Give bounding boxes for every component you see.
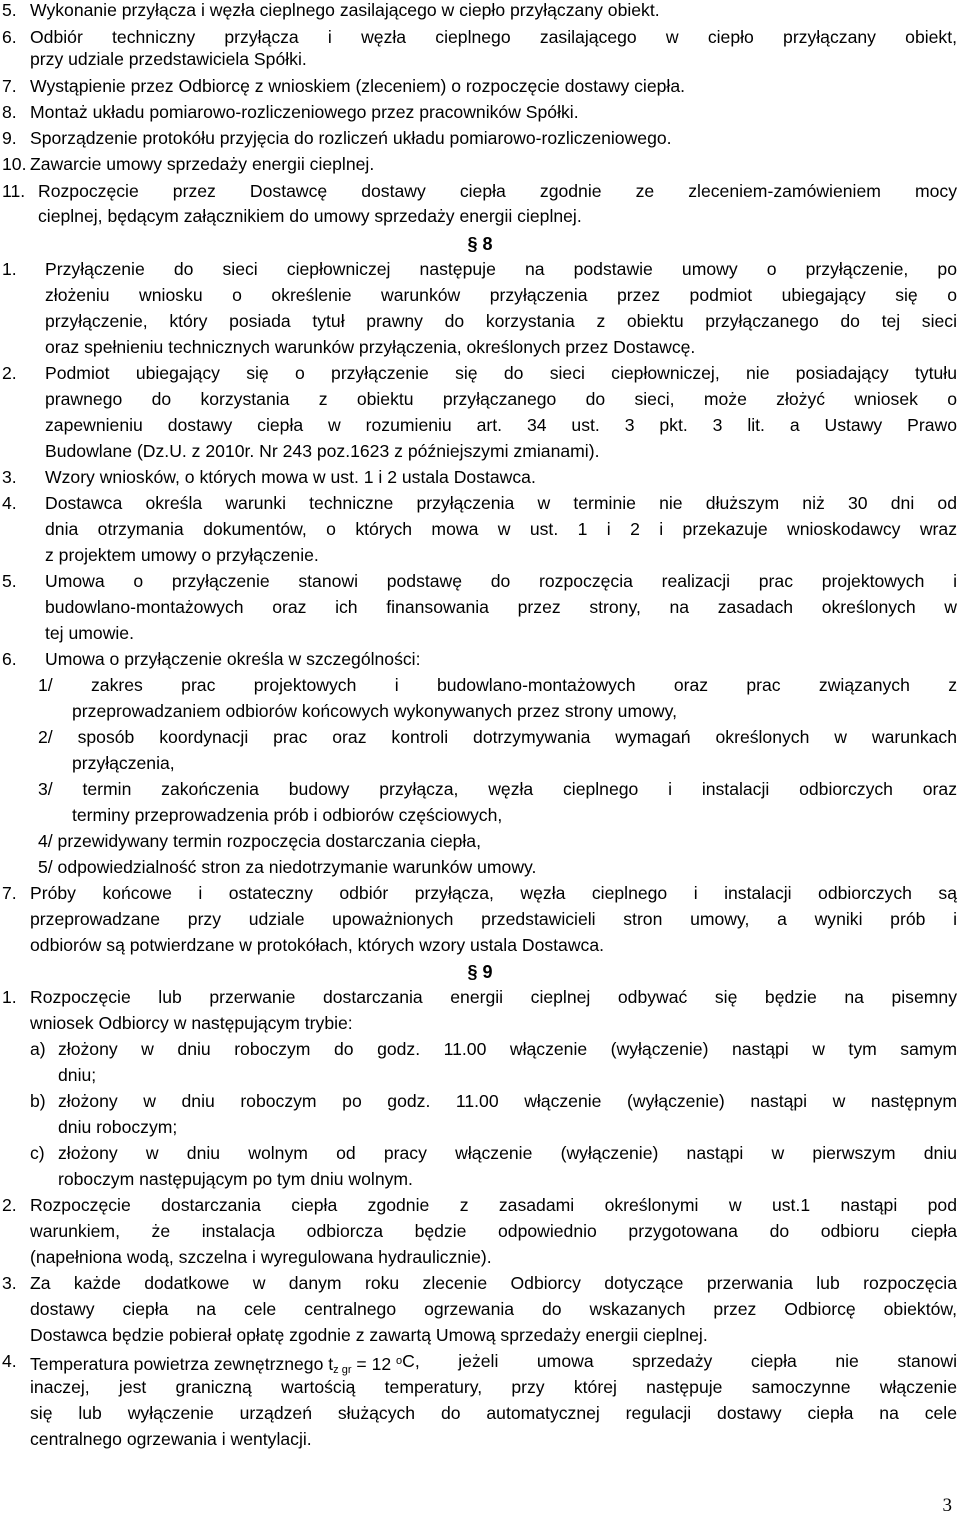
top-item-11-line-1: Rozpoczęcie przez Dostawcę dostawy ciepła zgodnie ze zleceniem-zamówieniem mocy — [38, 181, 957, 201]
top-item-9-num: 9. — [2, 128, 17, 148]
s8-item-1-line-2: złożeniu wniosku o określenie warunków przyłączenia przez podmiot ubiegający się o — [45, 285, 957, 305]
s9-letter-c-line-2: roboczym następującym po tym dniu wolnym. — [58, 1169, 413, 1189]
top-item-10-line-1: Zawarcie umowy sprzedaży energii cieplnej. — [30, 154, 375, 174]
top-item-11-line-2: cieplnej, będącym załącznikiem do umowy sprzedaży energii cieplnej. — [38, 206, 582, 226]
s8-item-5-line-1: Umowa o przyłączenie stanowi podstawę do rozpoczęcia realizacji prac projektowych i — [45, 571, 957, 591]
s9-letter-a-line-1: złożony w dniu roboczym do godz. 11.00 włączenie (wyłączenie) nastąpi w tym samym — [58, 1039, 957, 1059]
s9-item-4-line-1 — [30, 1351, 957, 1380]
s8-item-1-line-1: Przyłączenie do sieci ciepłowniczej następuje na podstawie umowy o przyłączenie, po — [45, 259, 957, 279]
s9-item-2-line-2: warunkiem, że instalacja odbiorcza będzie odpowiednio przygotowana do odbioru ciepła — [30, 1221, 957, 1241]
s8-item-6-num: 6. — [2, 649, 17, 669]
s8-item-2-num: 2. — [2, 363, 17, 383]
section-8-heading: § 8 — [467, 234, 493, 254]
top-item-7-num: 7. — [2, 76, 17, 96]
top-item-8-line-1: Montaż układu pomiarowo-rozliczeniowego przez pracowników Spółki. — [30, 102, 579, 122]
top-item-11-num: 11. — [2, 181, 26, 201]
top-item-5-num: 5. — [2, 0, 17, 20]
s8-item-2-line-2: prawnego do korzystania z obiektu przyłączanego do sieci, może złożyć wniosek o — [45, 389, 957, 409]
top-item-6-num: 6. — [2, 27, 17, 47]
temperature-text: Temperatura powietrza zewnętrznego t — [30, 1354, 334, 1374]
s8-item-7-num: 7. — [2, 883, 17, 903]
s9-item-3-line-1: Za każde dodatkowe w danym roku zlecenie Odbiorcy dotyczące przerwania lub rozpoczęcia — [30, 1273, 957, 1293]
s9-item-2-line-3: (napełniona wodą, szczelna i wyregulowana hydraulicznie). — [30, 1247, 492, 1267]
page-number: 3 — [942, 1495, 952, 1516]
s8-item-5-num: 5. — [2, 571, 17, 591]
s8-item-5-line-3: tej umowie. — [45, 623, 134, 643]
s8-item-4-num: 4. — [2, 493, 17, 513]
s9-item-4-line-4: centralnego ogrzewania i wentylacji. — [30, 1429, 312, 1449]
s8-item-3-num: 3. — [2, 467, 17, 487]
s9-letter-c-num: c) — [30, 1143, 45, 1163]
s9-item-1-line-1: Rozpoczęcie lub przerwanie dostarczania energii cieplnej odbywać się będzie na pisemny — [30, 987, 957, 1007]
s8-sub-1-line-1: 1/ zakres prac projektowych i budowlano-montażowych oraz prac związanych z — [38, 675, 957, 695]
s8-item-3-line-1: Wzory wniosków, o których mowa w ust. 1 i 2 ustala Dostawca. — [45, 467, 536, 487]
s9-letter-a-line-2: dniu; — [58, 1065, 97, 1085]
s8-item-4-line-3: z projektem umowy o przyłączenie. — [45, 545, 319, 565]
s9-item-1-line-2: wniosek Odbiorcy w następującym trybie: — [30, 1013, 353, 1033]
temperature-subscript: z gr — [333, 1364, 352, 1376]
s9-item-4-line-2: inaczej, jest graniczną wartością temperatury, przy której następuje samoczynne włączenie — [30, 1377, 957, 1397]
s9-item-4-line-1-left — [30, 1351, 402, 1380]
s8-item-2-line-1: Podmiot ubiegający się o przyłączenie się do sieci ciepłowniczej, nie posiadający tytułu — [45, 363, 957, 383]
s9-item-2-line-1: Rozpoczęcie dostarczania ciepła zgodnie z zasadami określonymi w ust.1 nastąpi pod — [30, 1195, 957, 1215]
s8-item-1-line-4: oraz spełnieniu technicznych warunków przyłączenia, określonych przez Dostawcę. — [45, 337, 696, 357]
s9-letter-a-num: a) — [30, 1039, 46, 1059]
s9-item-4-num: 4. — [2, 1351, 17, 1371]
s8-sub-5-line-1: 5/ odpowiedzialność stron za niedotrzymanie warunków umowy. — [38, 857, 537, 877]
s8-item-2-line-3: zapewnieniu dostawy ciepła w rozumieniu art. 34 ust. 3 pkt. 3 lit. a Ustawy Prawo — [45, 415, 957, 435]
s8-sub-3-line-2: terminy przeprowadzenia prób i odbiorów częściowych, — [72, 805, 503, 825]
s8-sub-4-line-1: 4/ przewidywany termin rozpoczęcia dostarczania ciepła, — [38, 831, 481, 851]
top-item-5-line-1: Wykonanie przyłącza i węzła cieplnego zasilającego w ciepło przyłączany obiekt. — [30, 0, 660, 20]
s9-item-2-num: 2. — [2, 1195, 17, 1215]
section-9-heading: § 9 — [467, 962, 493, 982]
s9-item-4-line-1-right: C, jeżeli umowa sprzedaży ciepła nie stanowi — [402, 1351, 957, 1371]
top-item-6-line-2: przy udziale przedstawiciela Spółki. — [30, 49, 307, 69]
s8-item-7-line-3: odbiorów są potwierdzane w protokółach, których wzory ustala Dostawca. — [30, 935, 605, 955]
s9-item-3-line-3: Dostawca będzie pobierał opłatę zgodnie z zawartą Umową sprzedaży energii cieplnej. — [30, 1325, 708, 1345]
s9-item-3-num: 3. — [2, 1273, 17, 1293]
s8-item-1-num: 1. — [2, 259, 17, 279]
s8-item-4-line-1: Dostawca określa warunki techniczne przyłączenia w terminie nie dłuższym niż 30 dni od — [45, 493, 957, 513]
top-item-8-num: 8. — [2, 102, 17, 122]
s8-item-2-line-4: Budowlane (Dz.U. z 2010r. Nr 243 poz.1623 z późniejszymi zmianami). — [45, 441, 600, 461]
s8-sub-3-line-1: 3/ termin zakończenia budowy przyłącza, węzła cieplnego i instalacji odbiorczych oraz — [38, 779, 957, 799]
s9-item-1-num: 1. — [2, 987, 17, 1007]
s9-letter-c-line-1: złożony w dniu wolnym od pracy włączenie (wyłączenie) nastąpi w pierwszym dniu — [58, 1143, 957, 1163]
top-item-10-num: 10. — [2, 154, 27, 174]
s8-sub-1-line-2: przeprowadzaniem odbiorów końcowych wykonywanych przez strony umowy, — [72, 701, 677, 721]
s9-item-4-line-3: się lub wyłączenie urządzeń służących do automatycznej regulacji dostawy ciepła na cele — [30, 1403, 957, 1423]
top-item-9-line-1: Sporządzenie protokółu przyjęcia do rozliczeń układu pomiarowo-rozliczeniowego. — [30, 128, 672, 148]
s8-item-5-line-2: budowlano-montażowych oraz ich finansowania przez strony, na zasadach określonych w — [45, 597, 957, 617]
s8-item-1-line-3: przyłączenie, który posiada tytuł prawny do korzystania z obiektu przyłączanego do tej sieci — [45, 311, 957, 331]
temperature-value: = 12 — [351, 1354, 397, 1374]
s9-letter-b-line-1: złożony w dniu roboczym po godz. 11.00 włączenie (wyłączenie) nastąpi w następnym — [58, 1091, 957, 1111]
s8-sub-2-line-1: 2/ sposób koordynacji prac oraz kontroli dotrzymywania wymagań określonych w warunkach — [38, 727, 957, 747]
s9-letter-b-num: b) — [30, 1091, 46, 1111]
s8-sub-2-line-2: przyłączenia, — [72, 753, 175, 773]
s9-letter-b-line-2: dniu roboczym; — [58, 1117, 178, 1137]
degree-superscript: o — [396, 1355, 403, 1367]
top-item-7-line-1: Wystąpienie przez Odbiorcę z wnioskiem (zleceniem) o rozpoczęcie dostawy ciepła. — [30, 76, 685, 96]
s8-item-7-line-2: przeprowadzane przy udziale upoważnionych przedstawicieli stron umowy, a wyniki prób i — [30, 909, 957, 929]
top-item-6-line-1: Odbiór techniczny przyłącza i węzła cieplnego zasilającego w ciepło przyłączany obiekt, — [30, 27, 957, 47]
s8-item-7-line-1: Próby końcowe i ostateczny odbiór przyłącza, węzła cieplnego i instalacji odbiorczych są — [30, 883, 957, 903]
s8-item-6-line-1: Umowa o przyłączenie określa w szczególności: — [45, 649, 421, 669]
s8-item-4-line-2: dnia otrzymania dokumentów, o których mowa w ust. 1 i 2 i przekazuje wnioskodawcy wraz — [45, 519, 957, 539]
s9-item-3-line-2: dostawy ciepła na cele centralnego ogrzewania do wskazanych przez Odbiorcę obiektów, — [30, 1299, 957, 1319]
